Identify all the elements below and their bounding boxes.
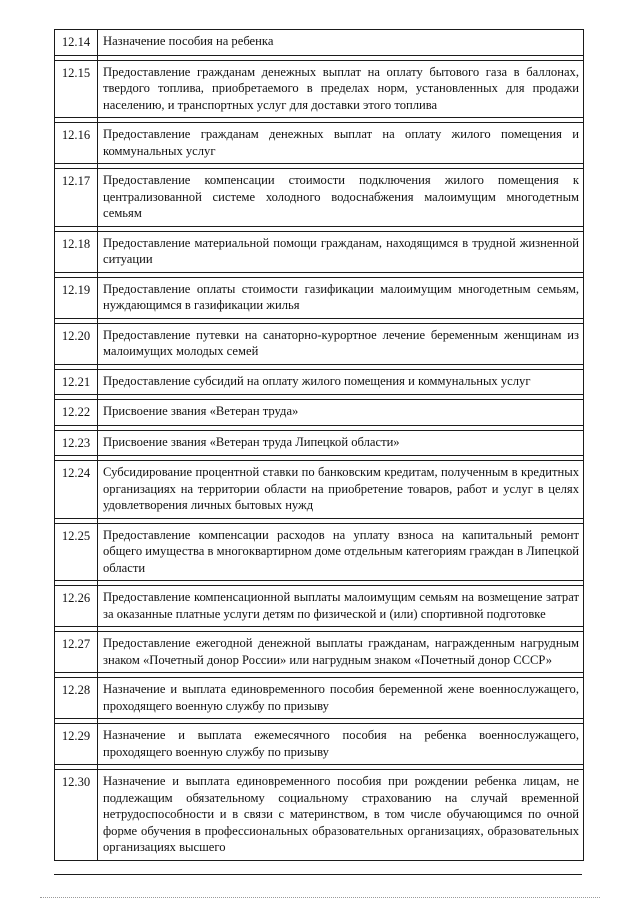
row-description: Назначение пособия на ребенка: [98, 30, 584, 56]
row-description: Присвоение звания «Ветеран труда»: [98, 400, 584, 426]
row-number: 12.22: [55, 400, 98, 426]
table-row: [55, 586, 584, 627]
row-number: 12.15: [55, 60, 98, 118]
row-number: 12.25: [55, 523, 98, 581]
row-description: Предоставление компенсационной выплаты малоимущим семьям на возмещение затрат за оказанные платные услуги детям по физической и (или) спортивной подготовке: [98, 586, 584, 627]
row-number: 12.28: [55, 678, 98, 719]
row-description: Предоставление гражданам денежных выплат на оплату жилого помещения и коммунальных услуг: [98, 123, 584, 164]
row-description: Субсидирование процентной ставки по банковским кредитам, полученным в кредитных организациях на территории области на приобретение товаров, работ и услуг в целях удовлетворения личных бытовых нужд: [98, 461, 584, 519]
row-description: Назначение и выплата единовременного пособия беременной жене военнослужащего, проходящего военную службу по призыву: [98, 678, 584, 719]
row-number: 12.29: [55, 724, 98, 765]
row-number: 12.20: [55, 323, 98, 364]
row-number: 12.16: [55, 123, 98, 164]
row-number: 12.23: [55, 430, 98, 456]
table-row: [55, 678, 584, 719]
table-row: [55, 277, 584, 318]
row-description: Присвоение звания «Ветеран труда Липецкой области»: [98, 430, 584, 456]
row-description: Предоставление ежегодной денежной выплаты гражданам, награжденным нагрудным знаком «Почетный донор России» или нагрудным знаком «Почетный донор СССР»: [98, 632, 584, 673]
row-description: Предоставление путевки на санаторно-курортное лечение беременным женщинам из малоимущих молодых семей: [98, 323, 584, 364]
table-row: [55, 523, 584, 581]
row-number: 12.21: [55, 369, 98, 395]
row-number: 12.24: [55, 461, 98, 519]
table-row: [55, 323, 584, 364]
table-row: [55, 123, 584, 164]
table-row: [55, 169, 584, 227]
table-row: [55, 30, 584, 56]
table-row: [55, 632, 584, 673]
row-description: Назначение и выплата единовременного пособия при рождении ребенка лицам, не подлежащим обязательному социальному страхованию на случай временной нетрудоспособности и в связи с материнством, в том числе обучающимся по очной форме обучения в профессиональных образовательных организациях, образовательных организациях высшего: [98, 770, 584, 861]
table-row: [55, 400, 584, 426]
table-row: [55, 770, 584, 861]
row-description: Предоставление оплаты стоимости газификации малоимущим многодетным семьям, нуждающимся в газификации жилья: [98, 277, 584, 318]
row-number: 12.17: [55, 169, 98, 227]
row-description: Предоставление компенсации расходов на уплату взноса на капитальный ремонт общего имущества в многоквартирном доме отдельным категориям граждан в Липецкой области: [98, 523, 584, 581]
table-row: [55, 231, 584, 272]
services-table: [54, 29, 584, 861]
table-row: [55, 430, 584, 456]
row-number: 12.27: [55, 632, 98, 673]
table-row: [55, 369, 584, 395]
table-row: [55, 60, 584, 118]
row-description: Предоставление материальной помощи гражданам, находящимся в трудной жизненной ситуации: [98, 231, 584, 272]
page-footer-rule: [40, 897, 600, 898]
row-number: 12.30: [55, 770, 98, 861]
services-table-body: [55, 30, 584, 861]
row-number: 12.14: [55, 30, 98, 56]
table-row: [55, 461, 584, 519]
row-description: Предоставление компенсации стоимости подключения жилого помещения к централизованной системе холодного водоснабжения малоимущим многодетным семьям: [98, 169, 584, 227]
row-description: Предоставление гражданам денежных выплат на оплату бытового газа в баллонах, твердого топлива, приобретаемого в пределах норм, установленных для продажи населению, и транспортных услуг для доставки этого топлива: [98, 60, 584, 118]
row-description: Предоставление субсидий на оплату жилого помещения и коммунальных услуг: [98, 369, 584, 395]
row-number: 12.26: [55, 586, 98, 627]
row-description: Назначение и выплата ежемесячного пособия на ребенка военнослужащего, проходящего военную службу по призыву: [98, 724, 584, 765]
row-number: 12.19: [55, 277, 98, 318]
row-number: 12.18: [55, 231, 98, 272]
table-bottom-rule: [54, 874, 582, 875]
table-row: [55, 724, 584, 765]
